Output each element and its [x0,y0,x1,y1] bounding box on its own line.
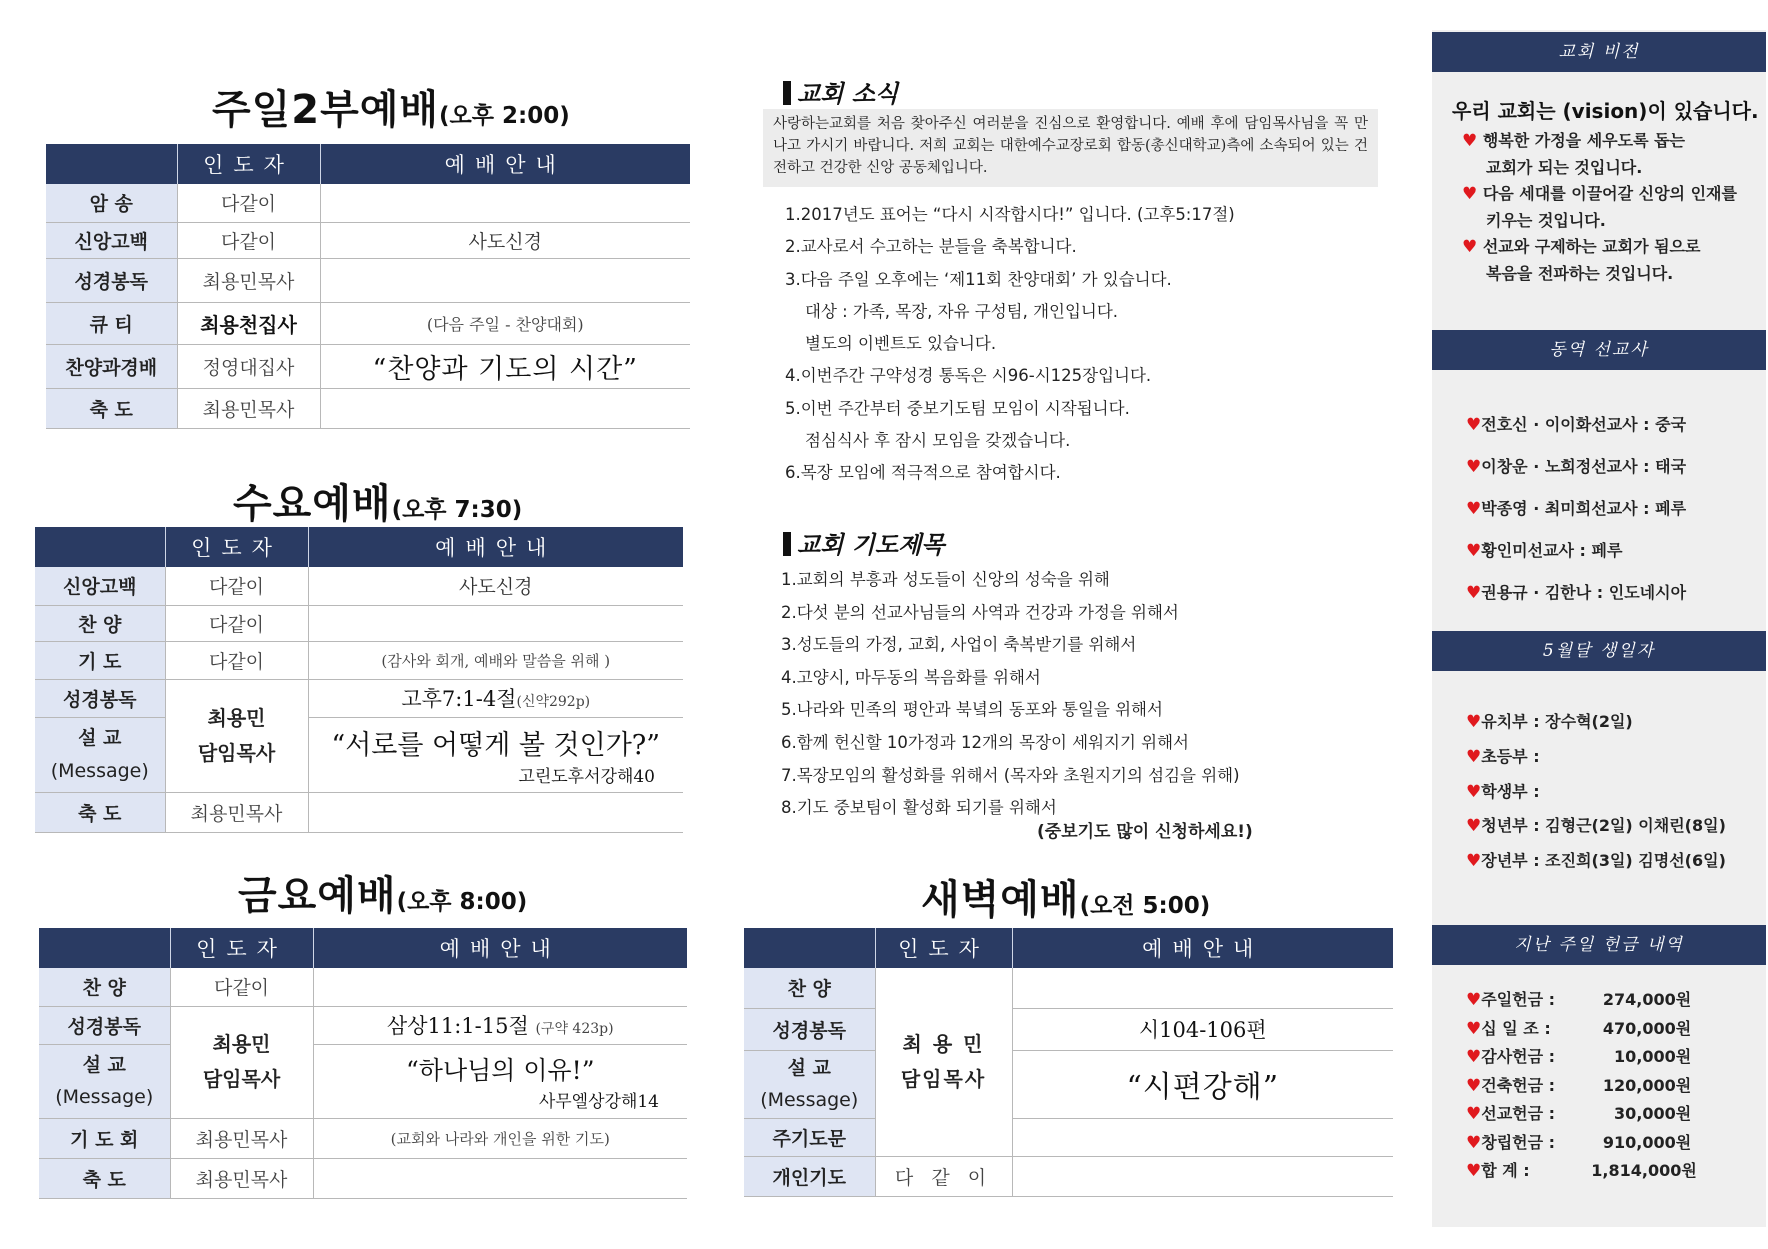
header-info: 예배안내 [313,928,687,968]
preacher-title: 담임목사 [202,1067,281,1091]
preacher-title: 담임목사 [900,1066,987,1091]
preacher-title: 담임목사 [197,740,276,765]
dawn-title [921,868,1210,925]
offering-name: 십 일 조 : [1481,1018,1551,1038]
friday-time: (오후 8:00) [396,889,528,915]
row-info: 사도신경 [320,222,690,258]
row-info: “찬양과 기도의 시간” [320,344,690,388]
header-info: 예배안내 [320,144,690,184]
preacher-cell [170,1006,313,1118]
sunday-title [212,78,570,135]
heart-icon: ♥ [1466,712,1482,732]
prayer-note: (중보기도 많이 신청하세요!) [1037,822,1253,842]
sermon-cell [313,1044,687,1118]
sunday-table [46,144,690,429]
sermon-label-cell [39,1044,170,1118]
list-item: 4.고양시, 마두동의 복음화를 위해서 [781,667,1041,687]
row-info [1012,1118,1393,1156]
row-label-sub: (Message) [760,1089,859,1111]
heart-icon: ♥ [1466,583,1482,603]
vision-line: 복음을 전파하는 것입니다. [1486,263,1674,283]
row-label: 주기도문 [744,1118,875,1156]
scripture: 고후7:1-4절 [401,687,517,711]
heart-icon: ♥ [1466,541,1482,561]
table-row [39,1118,687,1158]
list-item [1466,572,1686,614]
row-info [320,258,690,302]
row-info: 사도신경 [308,567,683,605]
news-title: 교회 소식 [797,79,899,108]
scripture-cell [308,679,683,717]
offering-amount: 470,000원 [1602,1018,1692,1038]
sermon-label-cell [35,717,165,792]
row-info [1012,968,1393,1008]
list-item [1466,809,1726,844]
news-intro: 사랑하는교회를 처음 찾아주신 여러분을 진심으로 환영합니다. 예배 후에 담임목사님을 꼭 만나고 가시기 바랍니다. 저희 교회는 대한예수교장로회 합동(총신대학교)측에 소속되어 있는 건전하고 건강한 신앙 공동체입니다. [763,109,1378,187]
row-leader: 다같이 [165,605,308,641]
friday-table [39,928,687,1199]
birthday: 학생부 : [1481,781,1540,801]
table-row [46,258,690,302]
list-item [1466,1129,1691,1158]
news-list [785,199,1235,490]
row-label: 기 도 [35,641,165,679]
table-row [744,1156,1393,1196]
list-item [1462,128,1737,155]
row-leader: 최용천집사 [177,302,320,344]
offering-amount: 1,814,000원 [1591,1161,1697,1180]
list-item [1466,1100,1691,1129]
row-label: 찬 양 [744,968,875,1008]
row-leader: 다같이 [177,184,320,222]
table-row [39,1044,687,1118]
list-item: 3.성도들의 가정, 교회, 사업이 축복받기를 위해서 [781,635,1137,655]
table-header-row [35,527,683,567]
row-label: 설 교 [78,727,122,750]
row-leader: 최용민목사 [177,388,320,428]
table-row [46,222,690,258]
row-label: 설 교 [787,1056,831,1079]
row-leader: 최용민목사 [170,1158,313,1198]
missionary: 박종영 · 최미희선교사 : 페루 [1481,499,1687,518]
list-item: 6.함께 헌신할 10가정과 12개의 목장이 세워지기 위해서 [781,732,1189,752]
prayer-heading [783,525,944,560]
offering-list [1466,986,1697,1186]
list-item [1466,530,1686,572]
preacher-name: 최용민 [212,1032,271,1056]
wednesday-table [35,527,683,833]
birthday: 초등부 : [1481,746,1540,766]
dawn-time: (오전 5:00) [1079,893,1211,919]
heart-icon: ♥ [1466,1104,1482,1124]
heart-icon: ♥ [1466,1047,1482,1067]
sunday-time: (오후 2:00) [439,103,570,129]
table-row [744,1008,1393,1050]
row-label: 축 도 [35,792,165,832]
offering-header: 지난 주일 헌금 내역 [1432,925,1766,965]
offering-amount: 10,000원 [1614,1047,1692,1066]
table-row [39,968,687,1006]
row-leader: 다같이 [177,222,320,258]
birthdays-header: 5월달 생일자 [1432,631,1766,671]
list-item [1466,1072,1691,1101]
friday-title [238,864,527,921]
row-leader: 다같이 [170,968,313,1006]
row-label: 성경봉독 [39,1006,170,1044]
heart-icon: ♥ [1466,457,1482,477]
scripture-page: (신약292p) [516,694,591,710]
scripture: 삼상11:1-15절 [386,1014,529,1038]
vision-line: 행복한 가정을 세우도록 돕는 [1482,131,1686,150]
table-row [35,717,683,792]
list-item: 6.목장 모임에 적극적으로 참여합시다. [785,463,1061,483]
heart-icon: ♥ [1466,1161,1482,1181]
vision-line: 교회가 되는 것입니다. [1486,157,1643,177]
missionary: 황인미선교사 : 페루 [1481,541,1623,560]
row-label: 찬 양 [39,968,170,1006]
prayer-list [781,564,1240,825]
list-item [1462,181,1737,208]
vision-lead: 우리 교회는 (vision)이 있습니다. [1452,99,1759,123]
missionaries-header: 동역 선교사 [1432,330,1766,370]
heart-icon: ♥ [1466,1018,1482,1039]
list-item: 1.교회의 부흥과 성도들이 신앙의 성숙을 위해 [781,570,1110,589]
dawn-table [744,928,1393,1197]
list-item: 3.다음 주일 오후에는 ‘제11회 찬양대회’ 가 있습니다. [785,269,1172,289]
row-label: 개인기도 [744,1156,875,1196]
row-label: 기 도 회 [39,1118,170,1158]
birthdays-list [1466,705,1726,879]
list-item: 2.다섯 분의 선교사님들의 사역과 건강과 가정을 위해서 [781,602,1179,622]
sermon-cell [308,717,683,792]
list-item: 7.목장모임의 활성화를 위해서 (목자와 초원지기의 섬김을 위해) [781,765,1240,785]
list-item: 별도의 이벤트도 있습니다. [805,334,997,354]
table-header-row [744,928,1393,968]
vision-line: 선교와 구제하는 교회가 됨으로 [1482,237,1701,256]
heading-bar [783,81,791,105]
list-item: 2.교사로서 수고하는 분들을 축복합니다. [785,237,1077,257]
table-row [46,184,690,222]
list-item [1462,155,1737,182]
row-leader: 다같이 [165,641,308,679]
row-label: 설 교 [82,1053,126,1076]
row-info: (다음 주일 - 찬양대회) [320,302,690,344]
table-row [35,641,683,679]
row-label: 축 도 [39,1158,170,1198]
row-info [313,1158,687,1198]
header-leader: 인도자 [170,928,313,968]
scripture-page: (구약 423p) [535,1021,614,1037]
wednesday-title-text: 수요예배 [233,481,392,527]
sermon-title: “시편강해” [1012,1050,1393,1118]
heart-icon: ♥ [1466,1075,1482,1096]
list-item [1462,208,1737,235]
row-leader: 다같이 [165,567,308,605]
list-item: 5.나라와 민족의 평안과 북녘의 동포와 통일을 위해서 [781,700,1163,720]
sermon-title: “서로를 어떻게 볼 것인가?” [331,729,661,761]
list-item [1466,446,1686,488]
offering-amount: 274,000원 [1602,990,1692,1009]
row-leader: 정영대집사 [177,344,320,388]
row-label: 성경봉독 [35,679,165,717]
row-info [320,184,690,222]
birthday: 장년부 : 조진희(3일) 김명선(6일) [1481,851,1726,871]
heart-icon: ♥ [1462,131,1478,151]
missionary: 권용규 · 김한나 : 인도네시아 [1481,583,1687,602]
list-item [1466,1015,1691,1044]
heart-icon: ♥ [1466,499,1482,519]
heart-icon: ♥ [1462,184,1478,204]
offering-name: 합 계 : [1481,1161,1530,1180]
list-item [1466,1157,1697,1186]
row-info: (감사와 회개, 예배와 말씀을 위해 ) [308,641,683,679]
list-item: 8.기도 중보팀이 활성화 되기를 위해서 [781,798,1057,818]
preacher-cell [165,679,308,792]
missionaries-list [1466,404,1686,614]
table-row [35,605,683,641]
list-item [1466,1043,1691,1072]
list-item [1466,488,1686,530]
vision-list [1462,128,1737,287]
vision-header: 교회 비전 [1432,32,1766,72]
table-row [39,1158,687,1198]
row-label: 축 도 [46,388,177,428]
table-row [46,344,690,388]
row-info [308,605,683,641]
row-info [313,968,687,1006]
heart-icon: ♥ [1462,237,1478,257]
table-row [46,302,690,344]
header-info: 예배안내 [1012,928,1393,968]
header-leader: 인도자 [177,144,320,184]
vision-line: 키우는 것입니다. [1486,210,1606,230]
header-leader: 인도자 [165,527,308,567]
birthday: 청년부 : 김형근(2일) 이채린(8일) [1481,816,1726,836]
list-item [1466,740,1726,775]
table-row [744,1050,1393,1118]
list-item [1466,404,1686,446]
table-row [744,968,1393,1008]
offering-amount: 910,000원 [1602,1132,1692,1152]
sermon-label-cell [744,1050,875,1118]
dawn-title-text: 새벽예배 [921,877,1080,923]
table-row [35,792,683,832]
list-item: 대상 : 가족, 목장, 자유 구성팀, 개인입니다. [805,301,1119,321]
row-info [1012,1156,1393,1196]
offering-name: 창립헌금 : [1481,1132,1556,1152]
row-info [308,792,683,832]
preacher-name: 최용민 [207,705,266,730]
list-item: 4.이번주간 구약성경 통독은 시96-시125장입니다. [785,366,1152,386]
row-info: (교회와 나라와 개인을 위한 기도) [313,1118,687,1158]
table-row [744,1118,1393,1156]
heart-icon: ♥ [1466,816,1482,837]
friday-title-text: 금요예배 [238,873,397,919]
row-label: 암 송 [46,184,177,222]
list-item [1466,705,1726,740]
preacher-cell [875,968,1012,1156]
row-leader: 최용민목사 [165,792,308,832]
heart-icon: ♥ [1466,415,1482,435]
heart-icon: ♥ [1466,990,1482,1010]
list-item [1466,986,1691,1015]
scripture: 시104-106편 [1012,1008,1393,1050]
row-leader: 다 같 이 [875,1156,1012,1196]
missionary: 이창운 · 노희정선교사 : 태국 [1481,457,1687,476]
prayer-title: 교회 기도제목 [797,530,945,559]
list-item [1466,775,1726,810]
preacher-name: 최 용 민 [902,1031,985,1056]
list-item [1462,261,1737,288]
list-item [1466,844,1726,879]
row-label-sub: (Message) [55,1086,154,1108]
row-leader: 최용민목사 [170,1118,313,1158]
sermon-series: 고린도후서강해40 [518,766,655,787]
heading-bar [783,532,791,556]
wednesday-title [233,472,522,529]
list-item: 점심식사 후 잠시 모임을 갖겠습니다. [805,431,1071,451]
row-label: 성경봉독 [46,258,177,302]
list-item: 5.이번 주간부터 중보기도팀 모임이 시작됩니다. [785,398,1130,418]
sunday-title-text: 주일2부예배 [212,87,440,133]
row-label: 신앙고백 [46,222,177,258]
row-label: 큐 티 [46,302,177,344]
table-header-row [46,144,690,184]
heart-icon: ♥ [1466,781,1482,802]
row-info [320,388,690,428]
list-item [1462,234,1737,261]
table-row [46,388,690,428]
heart-icon: ♥ [1466,851,1482,872]
table-row [35,567,683,605]
vision-line: 다음 세대를 이끌어갈 신앙의 인재를 [1482,184,1737,203]
header-leader: 인도자 [875,928,1012,968]
row-leader: 최용민목사 [177,258,320,302]
offering-name: 건축헌금 : [1481,1075,1556,1095]
offering-amount: 120,000원 [1602,1075,1692,1095]
heart-icon: ♥ [1466,1132,1482,1153]
scripture-cell [313,1006,687,1044]
offering-name: 선교헌금 : [1481,1104,1556,1123]
row-label: 찬양과경배 [46,344,177,388]
heart-icon: ♥ [1466,746,1482,767]
row-label-sub: (Message) [50,759,149,782]
row-label: 성경봉독 [744,1008,875,1050]
row-label: 신앙고백 [35,567,165,605]
wednesday-time: (오후 7:30) [391,497,523,523]
header-info: 예배안내 [308,527,683,567]
table-header-row [39,928,687,968]
table-row [35,679,683,717]
missionary: 전호신 · 이이화선교사 : 중국 [1481,415,1687,434]
offering-name: 주일헌금 : [1481,990,1556,1009]
row-label: 찬 양 [35,605,165,641]
offering-name: 감사헌금 : [1481,1047,1556,1066]
list-item: 1.2017년도 표어는 “다시 시작합시다!” 입니다. (고후5:17절) [785,205,1235,224]
news-heading [783,74,898,109]
sermon-title: “하나님의 이유!” [406,1055,595,1085]
offering-amount: 30,000원 [1614,1104,1692,1123]
table-row [39,1006,687,1044]
sermon-series: 사무엘상강해14 [538,1091,659,1112]
birthday: 유치부 : 장수혁(2일) [1481,712,1633,731]
